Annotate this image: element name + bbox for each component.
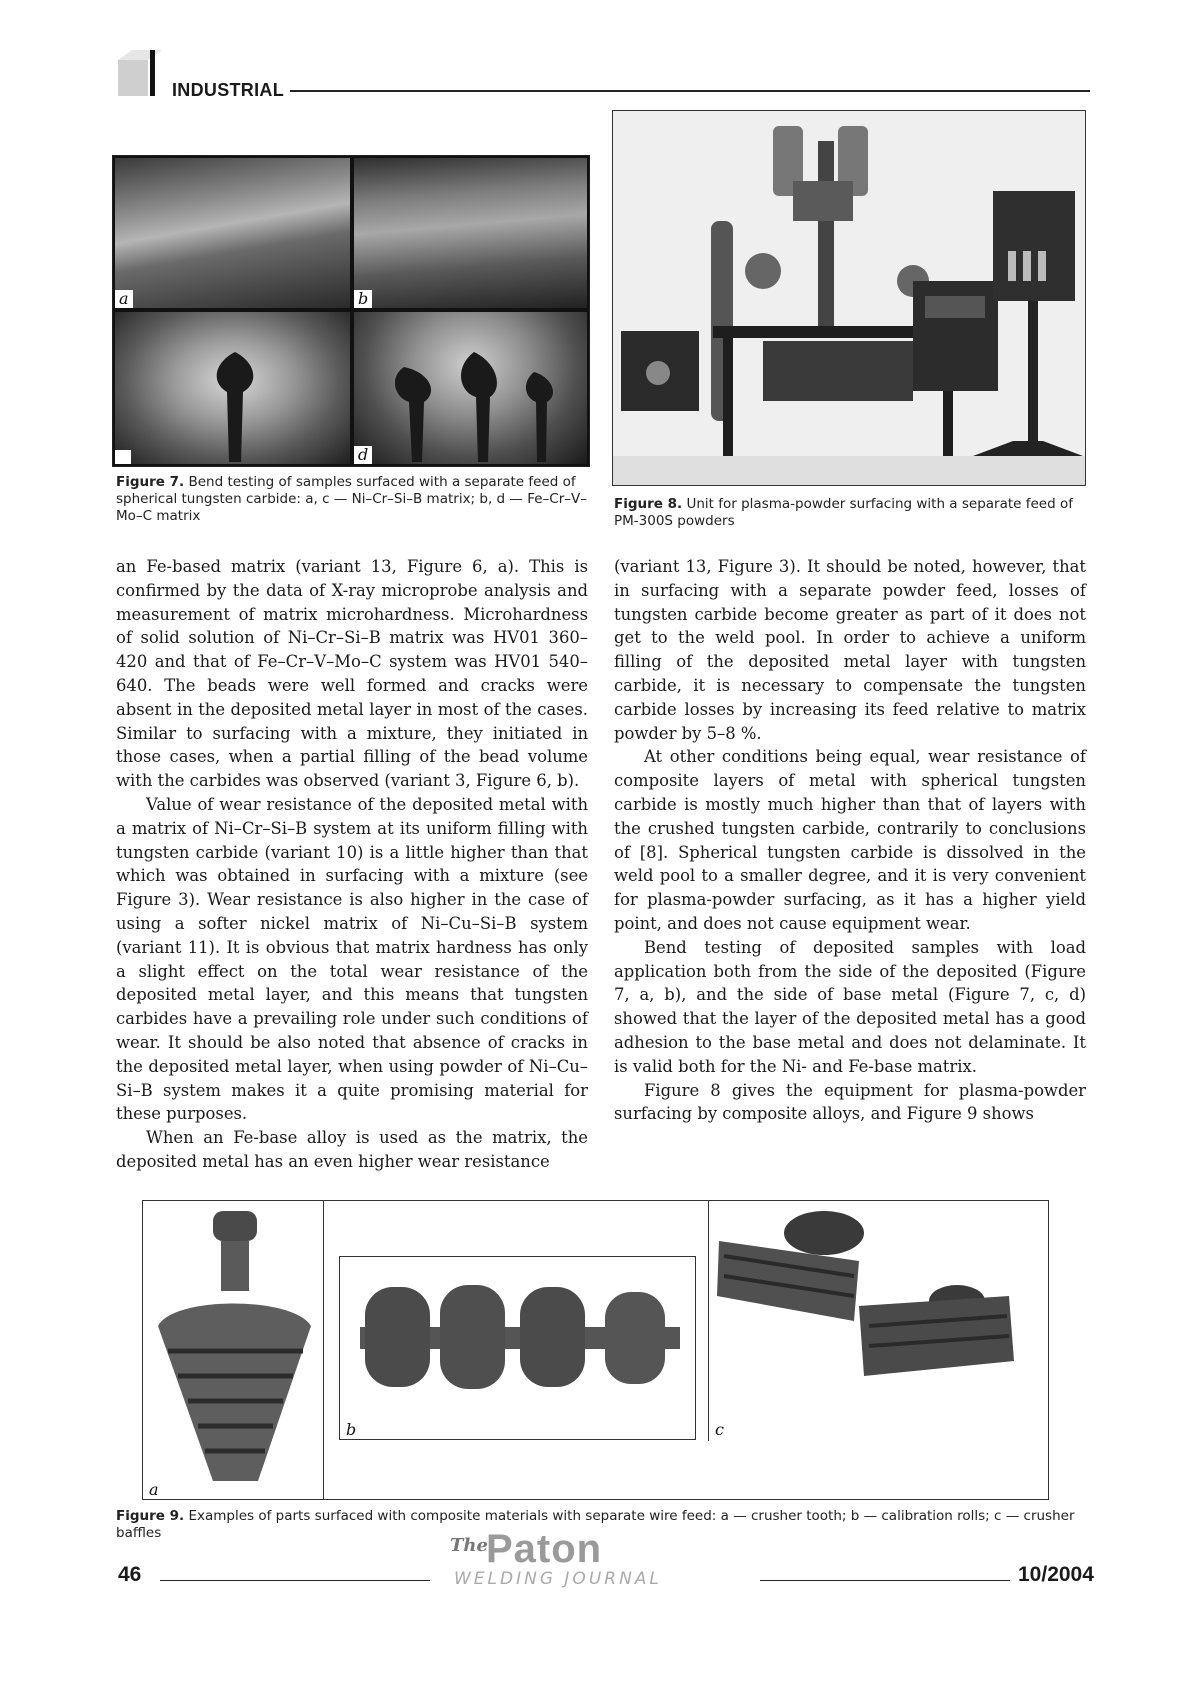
- paragraph: When an Fe-base alloy is used as the matrix, the deposited metal has an even higher wear resistance: [116, 1128, 588, 1171]
- figure-7-caption-text: Bend testing of samples surfaced with a separate feed of spherical tungsten carbide: a, c — Ni–Cr–Si–B matrix; b, d — Fe–Cr–V–Mo–C matrix: [116, 474, 587, 524]
- figure-9-panel-label: a: [145, 1481, 163, 1499]
- figure-9-crusher-tooth: [143, 1201, 323, 1499]
- figure-9: [142, 1200, 1049, 1500]
- section-icon: [118, 50, 162, 96]
- figure-9-caption-label: Figure 9.: [116, 1508, 185, 1524]
- figure-7-panel-label: [115, 450, 131, 464]
- figure-7-caption-label: Figure 7.: [116, 474, 185, 490]
- figure-7: [112, 155, 590, 467]
- footer-rule-right: [760, 1580, 1010, 1581]
- figure-7-panel-label: d: [354, 446, 372, 464]
- figure-7-panel-d: [354, 312, 587, 464]
- figure-9-calibration-rolls: [340, 1257, 695, 1417]
- body-right-column: [614, 555, 1086, 1126]
- figure-7-panel-c: [115, 312, 350, 464]
- figure-7-panel-label: b: [354, 290, 372, 308]
- figure-7-crack-shape: [384, 347, 564, 462]
- figure-9-caption-text: Examples of parts surfaced with composite materials with separate wire feed: a — crusher tooth; b — calibration rolls; c — crusher baffles: [116, 1508, 1075, 1541]
- paragraph: Value of wear resistance of the deposited metal with a matrix of Ni–Cr–Si–B system at its uniform filling with tungsten carbide (variant 10) is a little higher than that which was obtained in surfacing with a mixture (see Figure 3). Wear resistance is also higher in the case of using a softer nickel matrix of Ni–Cu–Si–B system (variant 11). It is obvious that matrix hardness has only a slight effect on the total wear resistance of the deposited metal layer, and this means that tungsten carbides have a prevailing role under such conditions of wear. It should be also noted that absence of cracks in the deposited metal layer, when using powder of Ni–Cu–Si–B system makes it a quite promising material for these purposes.: [116, 794, 588, 1124]
- figure-9-crusher-baffles: [709, 1201, 1049, 1416]
- header-rule: [290, 90, 1090, 92]
- figure-8-caption-label: Figure 8.: [614, 496, 683, 512]
- figure-7-crack-shape: [205, 352, 265, 462]
- paragraph: Bend testing of deposited samples with load application both from the side of the deposited (Figure 7, a, b), and the side of base metal (Figure 7, c, d) showed that the layer of the deposited metal has a good adhesion to the base metal and does not delaminate. It is valid both for the Ni- and Fe-base matrix.: [614, 937, 1086, 1076]
- paragraph: At other conditions being equal, wear resistance of composite layers of metal with spherical tungsten carbide is mostly much higher than that of layers with the crushed tungsten carbide, contrarily to conclusions of [8]. Spherical tungsten carbide is dissolved in the weld pool to a smaller degree, and it is very convenient for plasma-powder surfacing, as it has a higher yield point, and does not cause equipment wear.: [614, 747, 1086, 933]
- figure-8: [612, 110, 1086, 486]
- figure-9-panel-label: b: [342, 1421, 360, 1439]
- paragraph: an Fe-based matrix (variant 13, Figure 6, a). This is confirmed by the data of X-ray microprobe analysis and measurement of matrix microhardness. Microhardness of solid solution of Ni–Cr–Si–B matrix was HV01 360–420 and that of Fe–Cr–V–Mo–C system was HV01 540–640. The beads were well formed and cracks were absent in the deposited metal layer in most of the cases. Similar to surfacing with a mixture, they initiated in those cases, when a partial filling of the bead volume with the carbides was observed (variant 3, Figure 6, b).: [116, 557, 588, 791]
- paragraph: Figure 8 gives the equipment for plasma-powder surfacing by composite alloys, and Figure 9 shows: [614, 1080, 1086, 1124]
- figure-9-panel-b: [339, 1256, 696, 1440]
- figure-9-panel-label: c: [711, 1421, 728, 1439]
- paragraph: (variant 13, Figure 3). It should be noted, however, that in surfacing with a separate powder feed, losses of tungsten carbide become greater as part of it does not get to the weld pool. In order to achieve a uniform filling of the deposited metal layer with tungsten carbide, it is necessary to compensate the tungsten carbide losses by increasing its feed relative to matrix powder by 5–8 %.: [614, 557, 1086, 743]
- figure-7-panel-a: [115, 158, 350, 308]
- figure-9-panel-a: [143, 1201, 324, 1499]
- journal-logo: [450, 1527, 740, 1590]
- figure-9-panel-c: [708, 1201, 1049, 1441]
- page-number: 46: [118, 1563, 142, 1586]
- body-left-column: [116, 555, 588, 1174]
- footer-rule-left: [160, 1580, 430, 1581]
- journal-logo-the: The: [450, 1535, 488, 1556]
- issue-number: 10/2004: [1018, 1563, 1094, 1586]
- figure-8-equipment-photo: [613, 111, 1085, 485]
- journal-logo-subtitle: WELDING JOURNAL: [454, 1569, 662, 1589]
- figure-7-panel-b: [354, 158, 587, 308]
- figure-7-caption: [116, 474, 590, 525]
- figure-7-panel-label: a: [115, 290, 133, 308]
- section-label: INDUSTRIAL: [172, 80, 284, 100]
- figure-8-caption: [614, 496, 1086, 530]
- journal-logo-name: Paton: [486, 1527, 603, 1571]
- figure-8-caption-text: Unit for plasma-powder surfacing with a separate feed of PM-300S powders: [614, 496, 1073, 529]
